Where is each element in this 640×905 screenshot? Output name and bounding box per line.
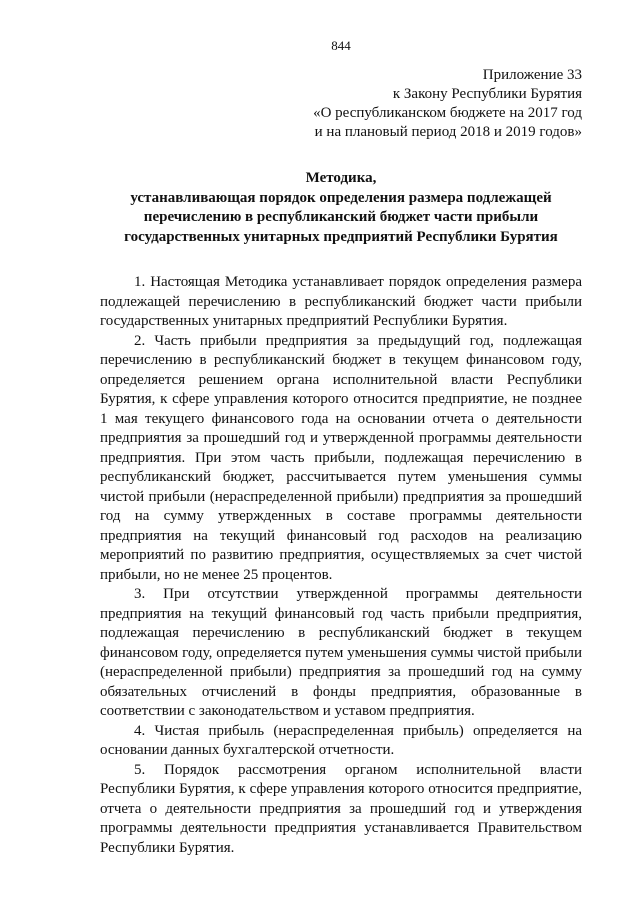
- paragraph-3: 3. При отсутствии утвержденной программы деятельности предприятия на текущий финансовый год часть прибыли предприятия, подлежащая перечислению в республиканский бюджет в текущем финансовом году, определяется путем уменьшения суммы чистой прибыли (нераспределенной прибыли) предприятия за прошедший год на сумму обязательных отчислений в фонды предприятия, образованные в соответствии с законодательством и уставом предприятия.: [100, 586, 582, 719]
- document-title: [100, 169, 582, 247]
- appendix-reference: [100, 66, 582, 142]
- paragraph-4: 4. Чистая прибыль (нераспределенная прибыль) определяется на основании данных бухгалтерской отчетности.: [100, 722, 582, 758]
- title-line: Методика,: [305, 170, 377, 186]
- paragraph-5: 5. Порядок рассмотрения органом исполнительной власти Республики Бурятия, к сфере управления которого относится предприятие, отчета о деятельности предприятия за прошедший год и утверждения программы деятельности предприятия устанавливается Правительством Республики Бурятия.: [100, 761, 582, 856]
- paragraph-2: 2. Часть прибыли предприятия за предыдущий год, подлежащая перечислению в республиканский бюджет в текущем финансовом году, определяется решением органа исполнительной власти Республики Бурятия, к сфере управления которого относится предприятие, не позднее 1 мая текущего финансового года на основании отчета о деятельности предприятия за прошедший год и утвержденной программы деятельности предприятия. При этом часть прибыли, подлежащая перечислению в республиканский бюджет, рассчитывается путем уменьшения суммы чистой прибыли (нераспределенной прибыли) предприятия за прошедший год на сумму утвержденных в составе программы деятельности предприятия на текущий финансовый год расходов на реализацию мероприятий по развитию предприятия, осуществляемых за счет чистой прибыли, но не менее 25 процентов.: [100, 332, 582, 583]
- title-line: государственных унитарных предприятий Республики Бурятия: [124, 228, 558, 245]
- title-line: устанавливающая порядок определения размера подлежащей: [130, 189, 552, 206]
- appendix-line: к Закону Республики Бурятия: [392, 86, 582, 102]
- document-body: [100, 273, 582, 858]
- appendix-line: и на плановый период 2018 и 2019 годов»: [314, 124, 582, 140]
- appendix-line: «О республиканском бюджете на 2017 год: [313, 105, 582, 121]
- paragraph-1: 1. Настоящая Методика устанавливает порядок определения размера подлежащей перечислению в республиканский бюджет части прибыли государственных унитарных предприятий Республики Бурятия.: [100, 274, 582, 329]
- appendix-line: Приложение 33: [482, 67, 582, 83]
- title-line: перечислению в республиканский бюджет части прибыли: [143, 209, 539, 225]
- page-number: 844: [331, 38, 351, 53]
